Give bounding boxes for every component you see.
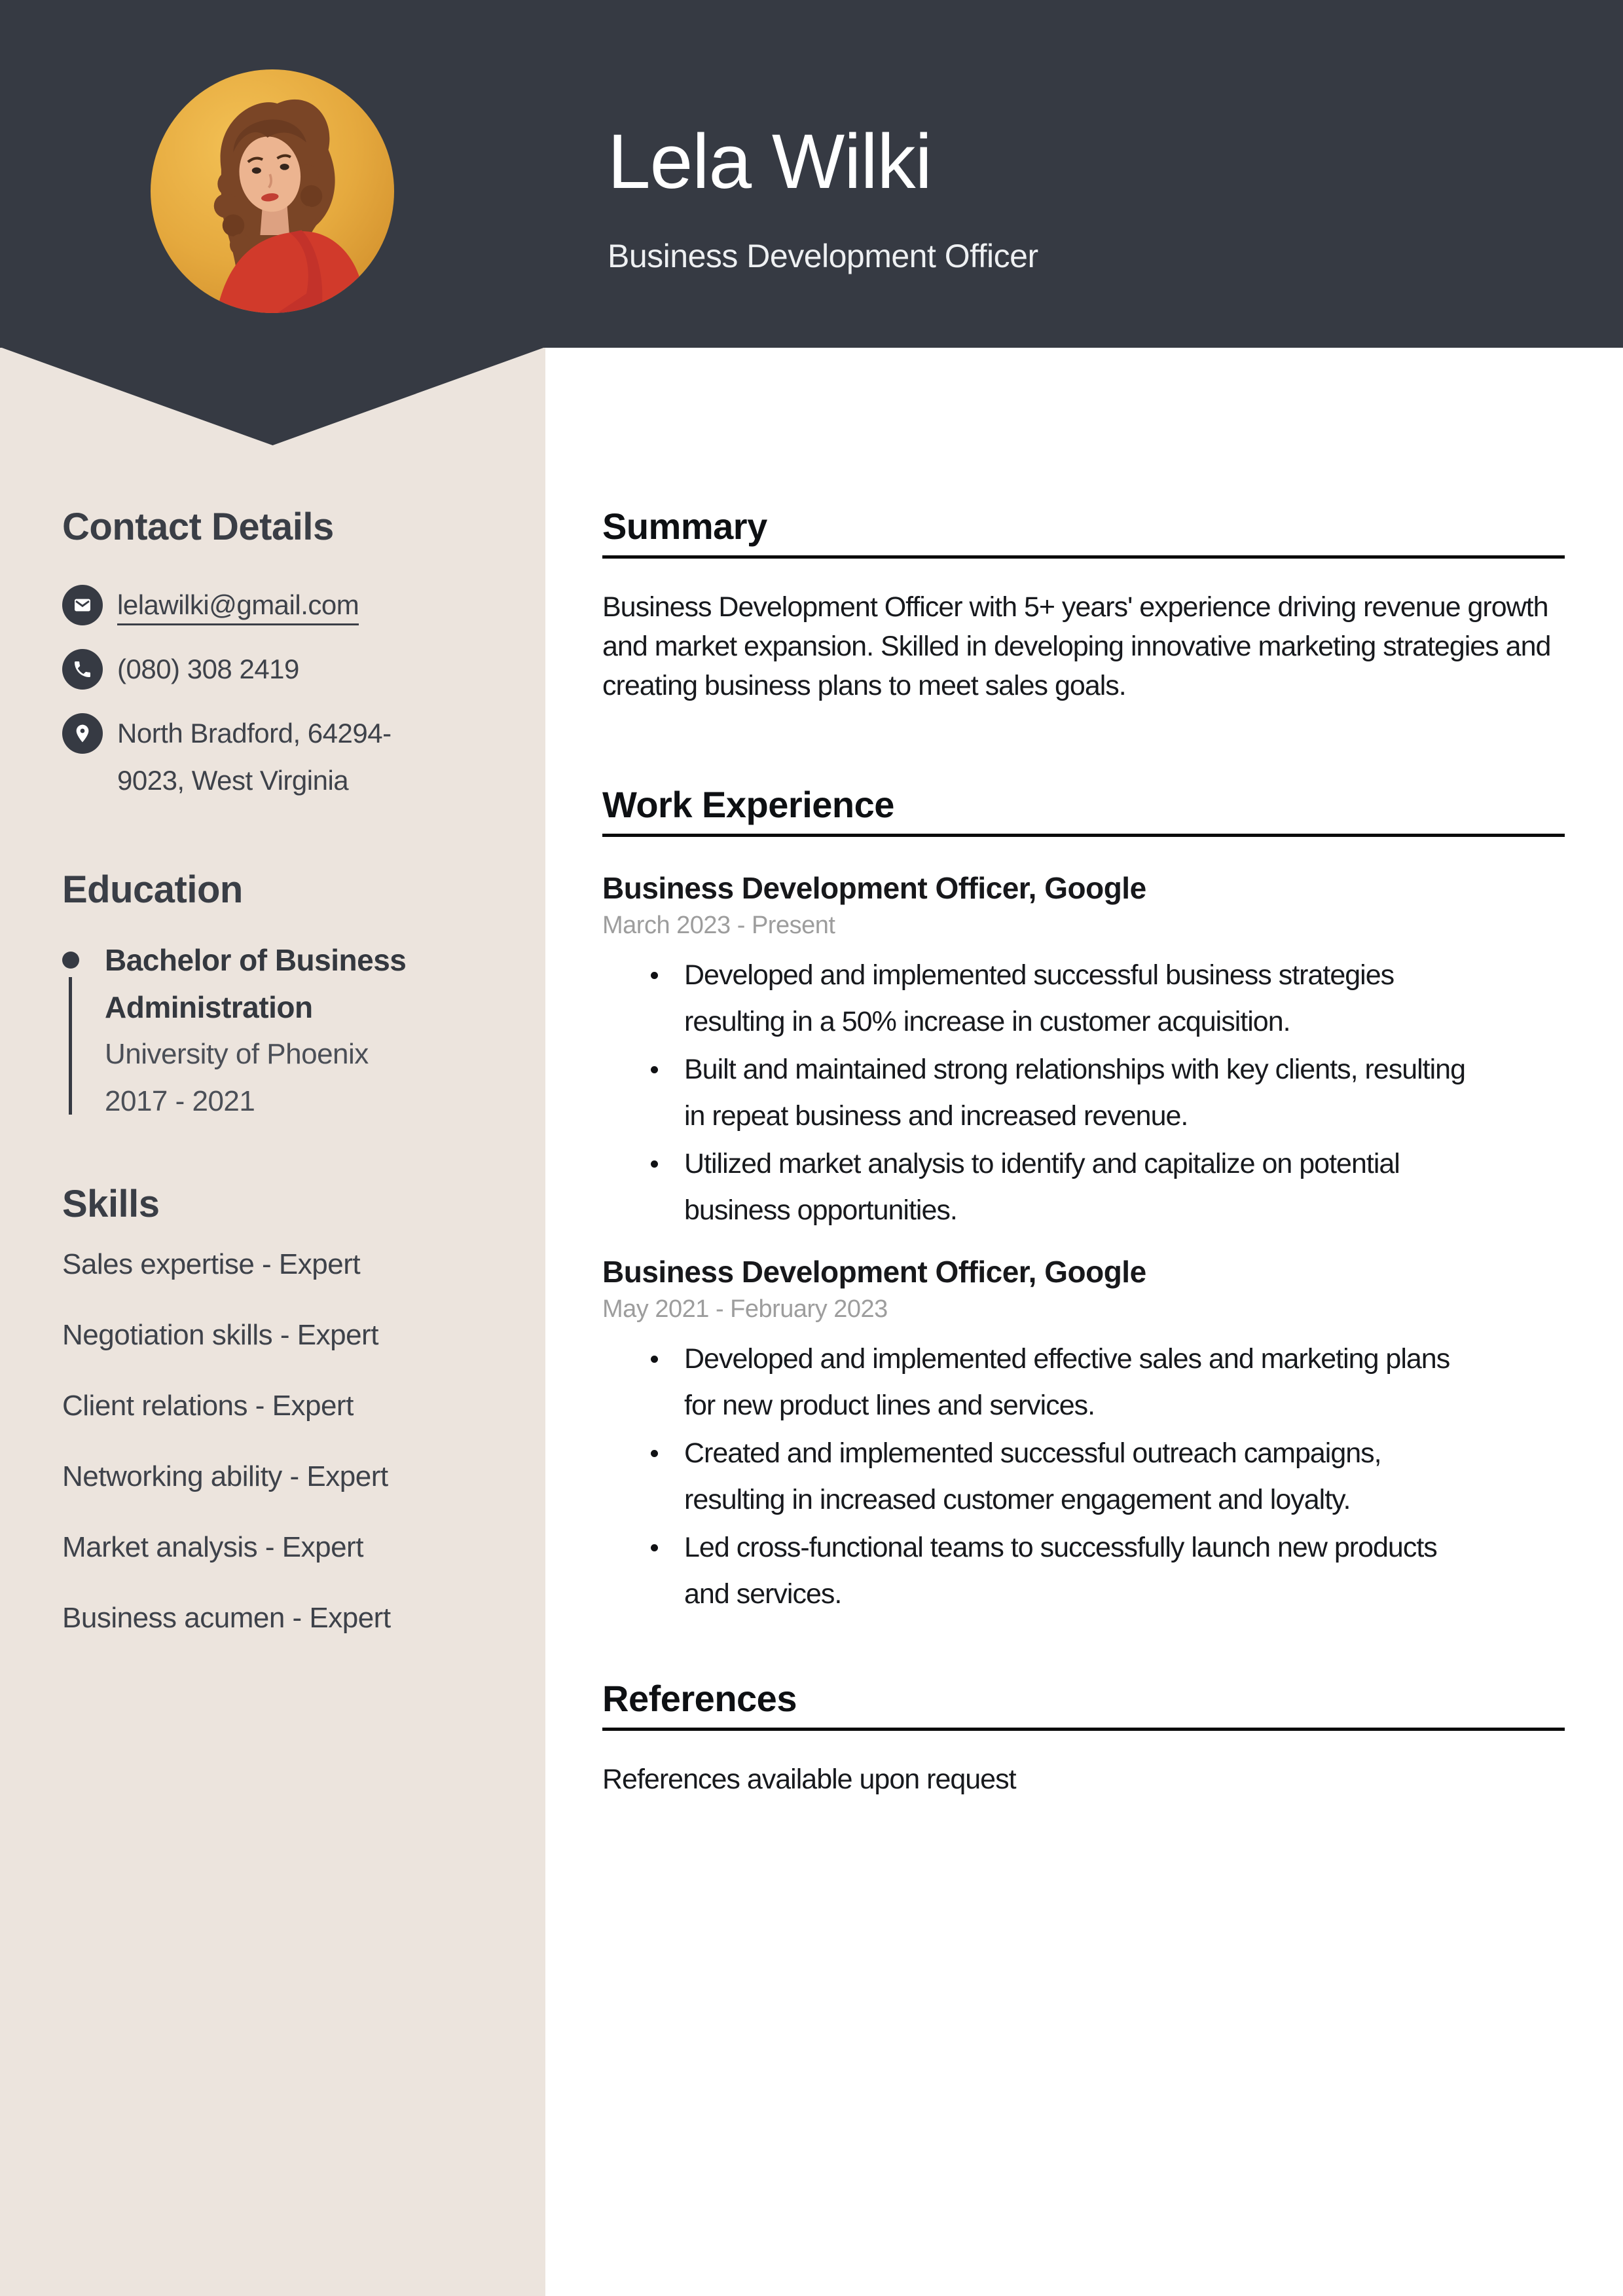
education-entry	[62, 936, 455, 1125]
job-title: Business Development Officer, Google	[602, 1255, 1146, 1289]
job-entry-2	[602, 1253, 1565, 1618]
header-identity	[608, 119, 1563, 275]
summary-heading: Summary	[602, 504, 1565, 559]
education-section	[62, 867, 455, 1125]
skill-item: Client relations - Expert	[62, 1390, 354, 1422]
skill-item: Market analysis - Expert	[62, 1531, 363, 1563]
job-bullet-list	[602, 952, 1473, 1234]
job-bullet: Created and implemented successful outreach campaigns, resulting in increased customer engagement and loyalty.	[684, 1430, 1473, 1523]
skill-item: Business acumen - Expert	[62, 1602, 391, 1634]
skill-item: Sales expertise - Expert	[62, 1248, 361, 1280]
avatar	[151, 69, 394, 313]
summary-section	[602, 504, 1565, 705]
timeline-line	[69, 977, 72, 1115]
education-dates: 2017 - 2021	[105, 1085, 255, 1117]
job-bullet-list	[602, 1336, 1473, 1618]
job-dates: March 2023 - Present	[602, 912, 835, 939]
skills-list	[62, 1247, 455, 1635]
email-value	[117, 582, 359, 629]
job-dates: May 2021 - February 2023	[602, 1295, 888, 1323]
job-entry-1	[602, 870, 1565, 1234]
email-link[interactable]: lelawilki@gmail.com	[117, 589, 359, 625]
education-degree: Bachelor of Business Administration	[105, 943, 407, 1024]
phone-icon	[62, 649, 103, 690]
main-column	[602, 504, 1565, 1799]
skill-item: Networking ability - Expert	[62, 1460, 388, 1492]
skills-heading: Skills	[62, 1183, 160, 1225]
timeline-dot-icon	[62, 952, 79, 969]
job-title: Business Development Officer, Google	[602, 871, 1146, 905]
contact-heading: Contact Details	[62, 506, 334, 548]
skill-item: Negotiation skills - Expert	[62, 1319, 378, 1351]
portrait-photo-icon	[151, 69, 394, 313]
references-text: References available upon request	[602, 1764, 1016, 1795]
contact-row-phone	[62, 646, 455, 693]
job-bullet: Developed and implemented successful business strategies resulting in a 50% increase in customer acquisition.	[684, 952, 1473, 1045]
sidebar-content	[62, 504, 455, 1671]
job-bullet: Developed and implemented effective sales and marketing plans for new product lines and services.	[684, 1336, 1473, 1429]
job-bullet: Led cross-functional teams to successfully launch new products and services.	[684, 1525, 1473, 1618]
phone-value: (080) 308 2419	[117, 654, 299, 684]
references-heading: References	[602, 1676, 1565, 1731]
contact-row-email	[62, 582, 455, 629]
job-bullet: Built and maintained strong relationships with key clients, resulting in repeat business and increased revenue.	[684, 1046, 1473, 1139]
person-name: Lela Wilki	[608, 119, 932, 205]
location-value: North Bradford, 64294-9023, West Virginia	[117, 718, 392, 796]
references-section	[602, 1676, 1565, 1799]
education-school: University of Phoenix	[105, 1038, 369, 1070]
email-icon	[62, 585, 103, 625]
work-experience-section	[602, 783, 1565, 1618]
skills-section	[62, 1181, 455, 1635]
person-job-title: Business Development Officer	[608, 238, 1038, 274]
contact-row-location	[62, 710, 455, 804]
job-bullet: Utilized market analysis to identify and capitalize on potential business opportunities.	[684, 1141, 1473, 1234]
contact-rows	[62, 582, 455, 804]
work-experience-heading: Work Experience	[602, 783, 1565, 837]
education-heading: Education	[62, 868, 243, 911]
contact-section	[62, 504, 455, 804]
summary-text: Business Development Officer with 5+ years' experience driving revenue growth and market expansion. Skilled in developing innovative marketing strategies and creating business plans to meet sales goals.	[602, 591, 1551, 701]
location-icon	[62, 713, 103, 754]
